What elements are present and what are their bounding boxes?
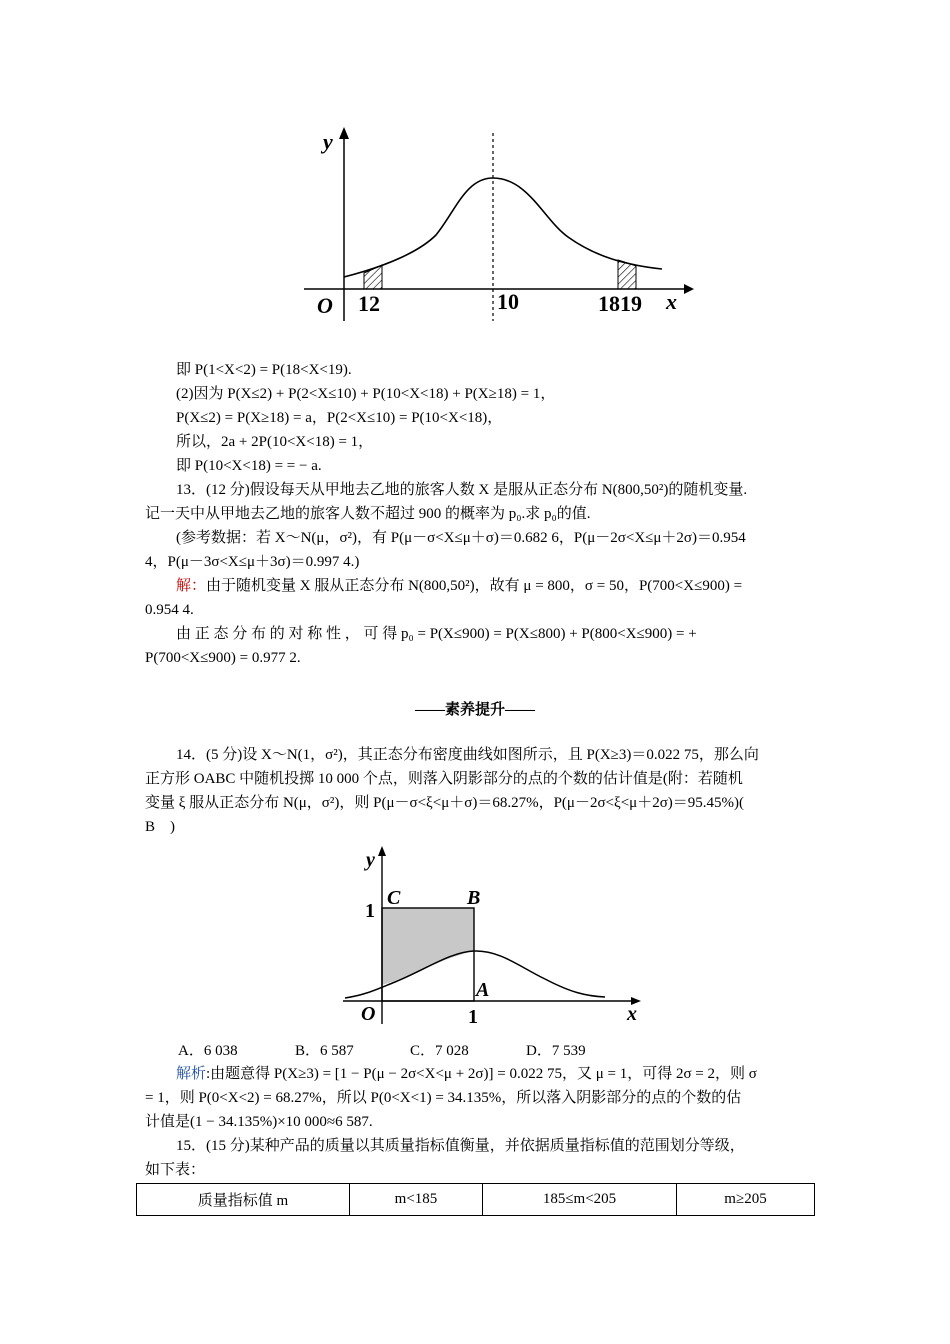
solution-13-line-4: P(700<X≤900) = 0.977 2. [145,650,301,666]
tick-label-1819: 1819 [598,291,642,316]
table-cell: m<185 [350,1184,483,1216]
tick-label-12: 12 [358,291,380,316]
line-1: 即 P(1<X<2) = P(18<X<19). [176,362,352,378]
question-15-line-1: 15．(15 分)某种产品的质量以其质量指标值衡量，并依据质量指标值的范围划分等级， [176,1138,745,1154]
table-cell: 质量指标值 m [137,1184,350,1216]
question-14-line-2: 正方形 OABC 中随机投掷 10 000 个点，则落入阴影部分的点的个数的估计值是(附：若随机 [145,771,743,787]
x-axis-label: x [627,1003,637,1025]
table-row [137,1184,815,1216]
y-axis-label: y [323,129,333,154]
solution-14-text: :由题意得 P(X≥3) = [1 − P(μ − 2σ<X<μ + 2σ)] = 0.022 75，又 μ = 1，可得 2σ = 2，则 σ [206,1066,757,1082]
choice-b: B．6 587 [295,1043,354,1059]
choice-d: D．7 539 [526,1043,586,1059]
solution-label: 解： [176,578,207,594]
shaded-region [382,908,474,985]
solution-13-line-3: 由 正 态 分 布 的 对 称 性 ， 可 得 p₀ = P(X≤900) = P(X≤800) + P(800<X≤900) = + [176,626,697,642]
tick-label-10: 10 [497,289,519,314]
question-14-line-3: 变量 ξ 服从正态分布 N(μ，σ²)，则 P(μ－σ<ξ<μ＋σ)＝68.27%，P(μ－2σ<ξ<μ＋2σ)＝95.45%)( [145,795,745,811]
question-13-line-2: 记一天中从甲地去乙地的旅客人数不超过 900 的概率为 p₀.求 p₀的值. [145,506,591,522]
question-13-line-4: 4，P(μ－3σ<X≤μ＋3σ)＝0.997 4.) [145,554,360,570]
line-4: 所以，2a + 2P(10<X<18) = 1， [176,434,374,450]
origin-label: O [361,1003,376,1025]
solution-13-line-1 [176,575,856,598]
line-5: 即 P(10<X<18) = = − a. [176,458,322,474]
b-label: B [467,887,481,909]
table-cell: 185≤m<205 [483,1184,677,1216]
x-tick-1: 1 [468,1006,478,1028]
a-label: A [476,979,490,1001]
normal-curve-figure-2 [335,842,650,1032]
solution-14-line-2: = 1，则 P(0<X<2) = 68.27%，所以 P(0<X<1) = 34.135%，所以落入阴影部分的点的个数的估 [145,1090,742,1106]
question-13-line-3: (参考数据：若 X～N(μ，σ²)，有 P(μ－σ<X≤μ＋σ)＝0.682 6，P(μ－2σ<X≤μ＋2σ)＝0.954 [176,530,746,546]
choice-a: A．6 038 [178,1043,238,1059]
choice-c: C．7 028 [410,1043,469,1059]
solution-14-line-1 [176,1063,856,1086]
line-3: P(X≤2) = P(X≥18) = a，P(2<X≤10) = P(10<X<18)， [176,410,503,426]
y-tick-1: 1 [365,900,375,922]
section-title: ——素养提升—— [414,702,535,718]
c-label: C [387,887,401,909]
line-2: (2)因为 P(X≤2) + P(2<X≤10) + P(10<X<18) + P(X≥18) = 1， [176,386,556,402]
origin-label: O [317,293,333,318]
y-axis-label: y [366,849,375,871]
question-14-line-1: 14．(5 分)设 X～N(1，σ²)，其正态分布密度曲线如图所示，且 P(X≥3)＝0.022 75，那么向 [176,747,759,763]
question-13-line-1: 13．(12 分)假设每天从甲地去乙地的旅客人数 X 是服从正态分布 N(800,50²)的随机变量. [176,482,748,498]
quality-grade-table [136,1183,815,1216]
density-curve [344,178,662,277]
table-cell: m≥205 [677,1184,815,1216]
question-15-line-2: 如下表： [145,1162,206,1178]
question-14-line-4: B ) [145,819,176,835]
analysis-label: 解析 [176,1066,207,1082]
x-axis-label: x [666,289,677,314]
solution-13-line-2: 0.954 4. [145,602,194,618]
normal-curve-figure-1 [296,125,696,330]
solution-14-line-3: 计值是(1 − 34.135%)×10 000≈6 587. [145,1114,373,1130]
solution-13-text: 由于随机变量 X 服从正态分布 N(800,50²)，故有 μ = 800，σ = 50，P(700<X≤900) = [206,578,743,594]
